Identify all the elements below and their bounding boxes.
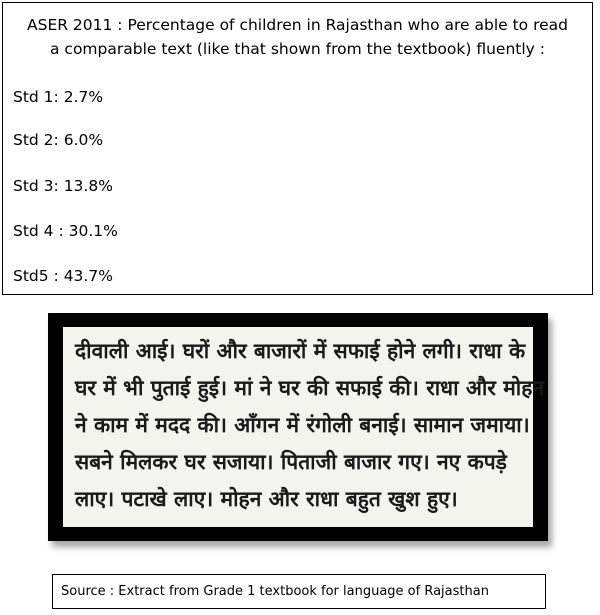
stats-title-line-2: a comparable text (like that shown from the textbook) fluently : bbox=[50, 40, 545, 58]
textbook-line-1: दीवाली आई। घरों और बाजारों में सफाई होने लगी। राधा के bbox=[75, 339, 526, 363]
stat-std-1: Std 1: 2.7% bbox=[13, 88, 104, 106]
stat-std-4: Std 4 : 30.1% bbox=[13, 222, 118, 240]
aser-stats-box bbox=[2, 2, 593, 295]
textbook-extract-frame bbox=[48, 313, 548, 541]
textbook-line-3: ने काम में मदद की। आँगन में रंगोली बनाई। सामान जमाया। bbox=[75, 413, 530, 437]
textbook-line-2: घर में भी पुताई हुई। मां ने घर की सफाई की। राधा और मोहन bbox=[75, 376, 545, 400]
stat-std-3: Std 3: 13.8% bbox=[13, 177, 113, 195]
stats-title bbox=[3, 13, 592, 61]
source-caption: Source : Extract from Grade 1 textbook for language of Rajasthan bbox=[52, 574, 546, 609]
stats-title-line-1: ASER 2011 : Percentage of children in Rajasthan who are able to read bbox=[27, 16, 568, 34]
textbook-line-5: लाए। पटाखे लाए। मोहन और राधा बहुत खुश हुए। bbox=[75, 487, 458, 511]
textbook-line-4: सबने मिलकर घर सजाया। पिताजी बाजार गए। नए कपड़े bbox=[75, 450, 507, 474]
stat-std-2: Std 2: 6.0% bbox=[13, 131, 104, 149]
textbook-extract-page bbox=[63, 327, 545, 527]
stat-std-5: Std5 : 43.7% bbox=[13, 267, 113, 285]
